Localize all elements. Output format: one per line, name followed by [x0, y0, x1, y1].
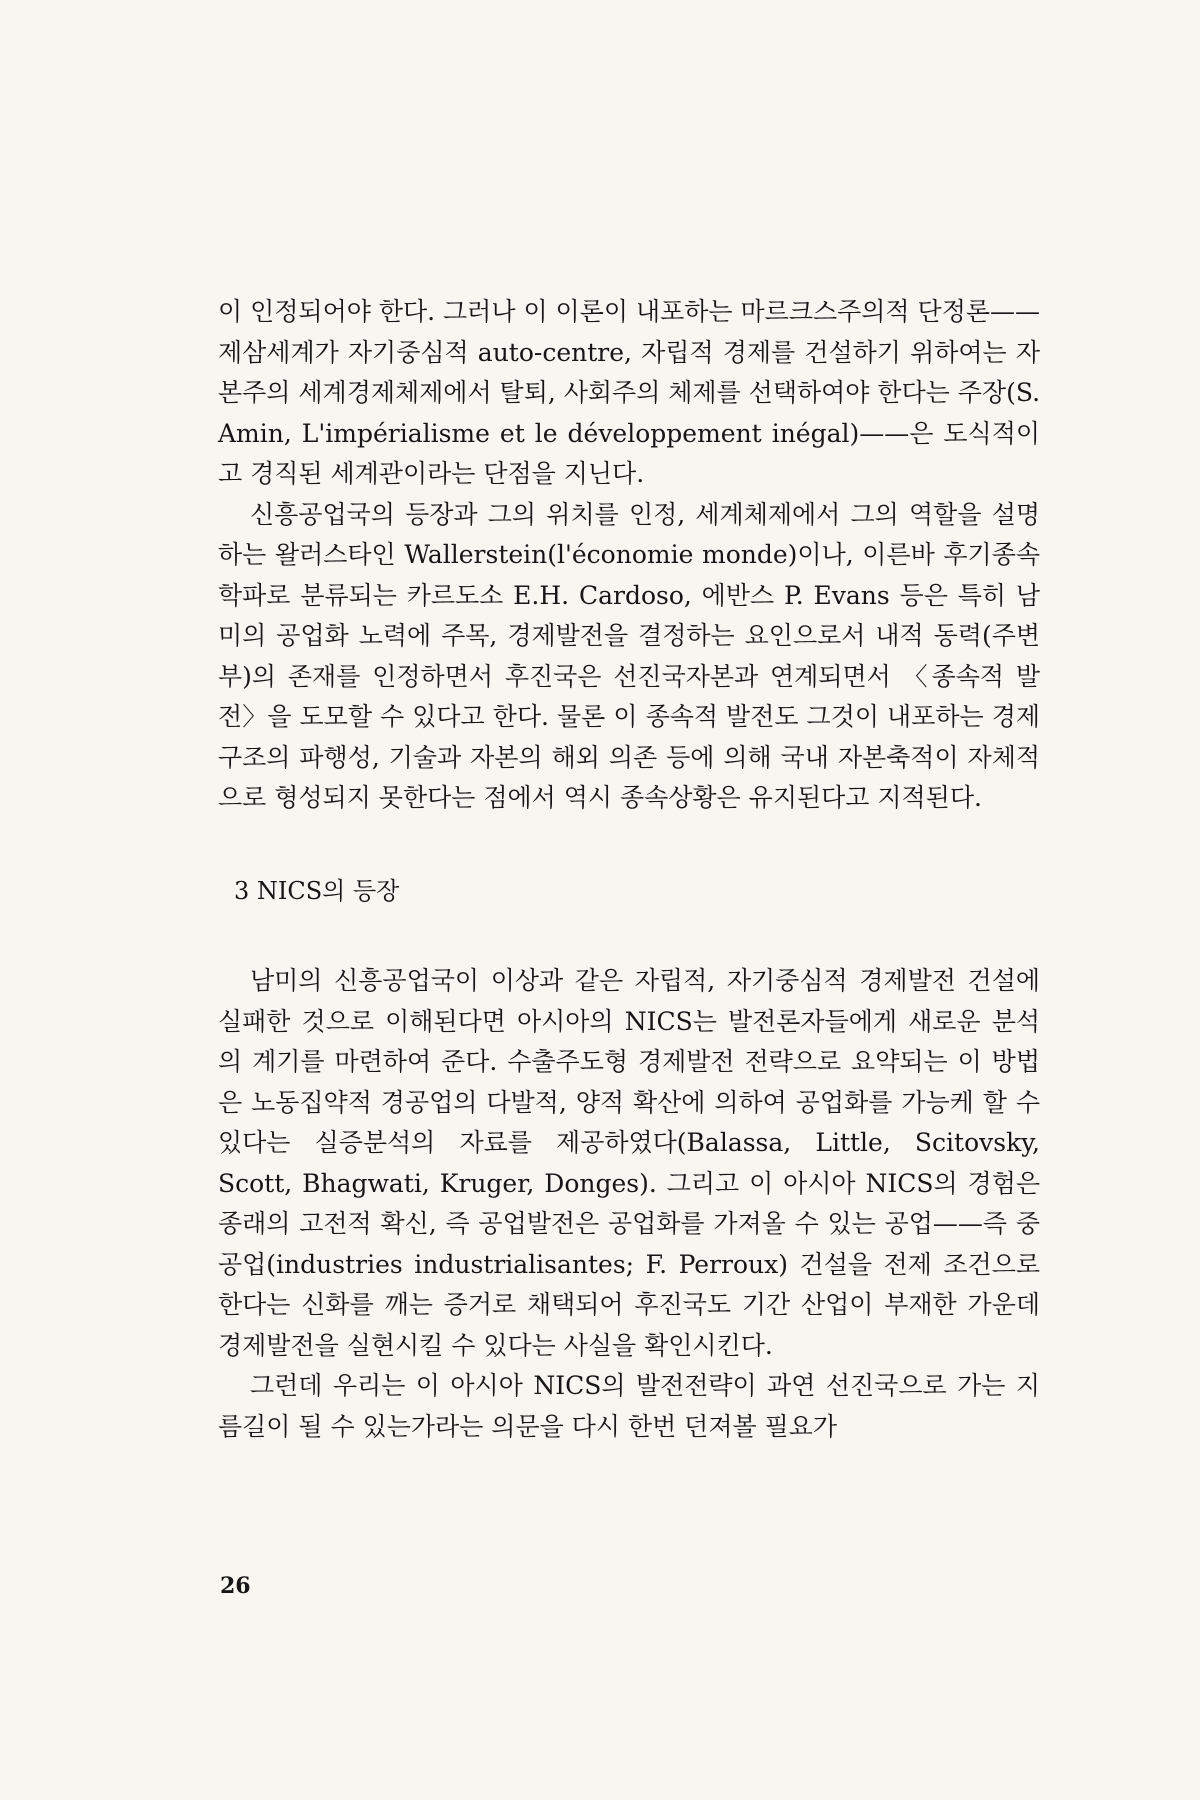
section-heading: 3 NICS의 등장 — [234, 876, 400, 905]
body-text — [218, 292, 1040, 1447]
paragraph: 그런데 우리는 이 아시아 NICS의 발전전략이 과연 선진국으로 가는 지름길이 될 수 있는가라는 의문을 다시 한번 던져볼 필요가 — [218, 1371, 1040, 1441]
paragraph: 이 인정되어야 한다. 그러나 이 이론이 내포하는 마르크스주의적 단정론——제삼세계가 자기중심적 auto-centre, 자립적 경제를 건설하기 위하여는 자본주의 세계경제체제에서 탈퇴, 사회주의 체제를 선택하여야 한다는 주장(S. Amin, L'impérialisme et le développement inégal)——은 도식적이고 경직된 세계관이라는 단점을 지닌다. — [218, 297, 1041, 488]
page-number: 26 — [220, 1573, 251, 1599]
paragraph: 신흥공업국의 등장과 그의 위치를 인정, 세계체제에서 그의 역할을 설명하는 왈러스타인 Wallerstein(l'économie monde)이나, 이른바 후기종속학파로 분류되는 카르도소 E.H. Cardoso, 에반스 P. Evans 등은 특히 남미의 공업화 노력에 주목, 경제발전을 결정하는 요인으로서 내적 동력(주변부)의 존재를 인정하면서 후진국은 선진국자본과 연계되면서 〈종속적 발전〉을 도모할 수 있다고 한다. 물론 이 종속적 발전도 그것이 내포하는 경제구조의 파행성, 기술과 자본의 해외 의존 등에 의해 국내 자본축적이 자체적으로 형성되지 못한다는 점에서 역시 종속상황은 유지된다고 지적된다. — [218, 499, 1040, 812]
paragraph: 남미의 신흥공업국이 이상과 같은 자립적, 자기중심적 경제발전 건설에 실패한 것으로 이해된다면 아시아의 NICS는 발전론자들에게 새로운 분석의 계기를 마련하여 준다. 수출주도형 경제발전 전략으로 요약되는 이 방법은 노동집약적 경공업의 다발적, 양적 확산에 의하여 공업화를 가능케 할 수 있다는 실증분석의 자료를 제공하였다(Balassa, Little, Scitovsky, Scott, Bhagwati, Kruger, Donges). 그리고 이 아시아 NICS의 경험은 종래의 고전적 확신, 즉 공업발전은 공업화를 가져올 수 있는 공업——즉 중공업(industries industrialisantes; F. Perroux) 건설을 전제 조건으로 한다는 신화를 깨는 증거로 채택되어 후진국도 기간 산업이 부재한 가운데 경제발전을 실현시킬 수 있다는 사실을 확인시킨다. — [218, 966, 1040, 1360]
